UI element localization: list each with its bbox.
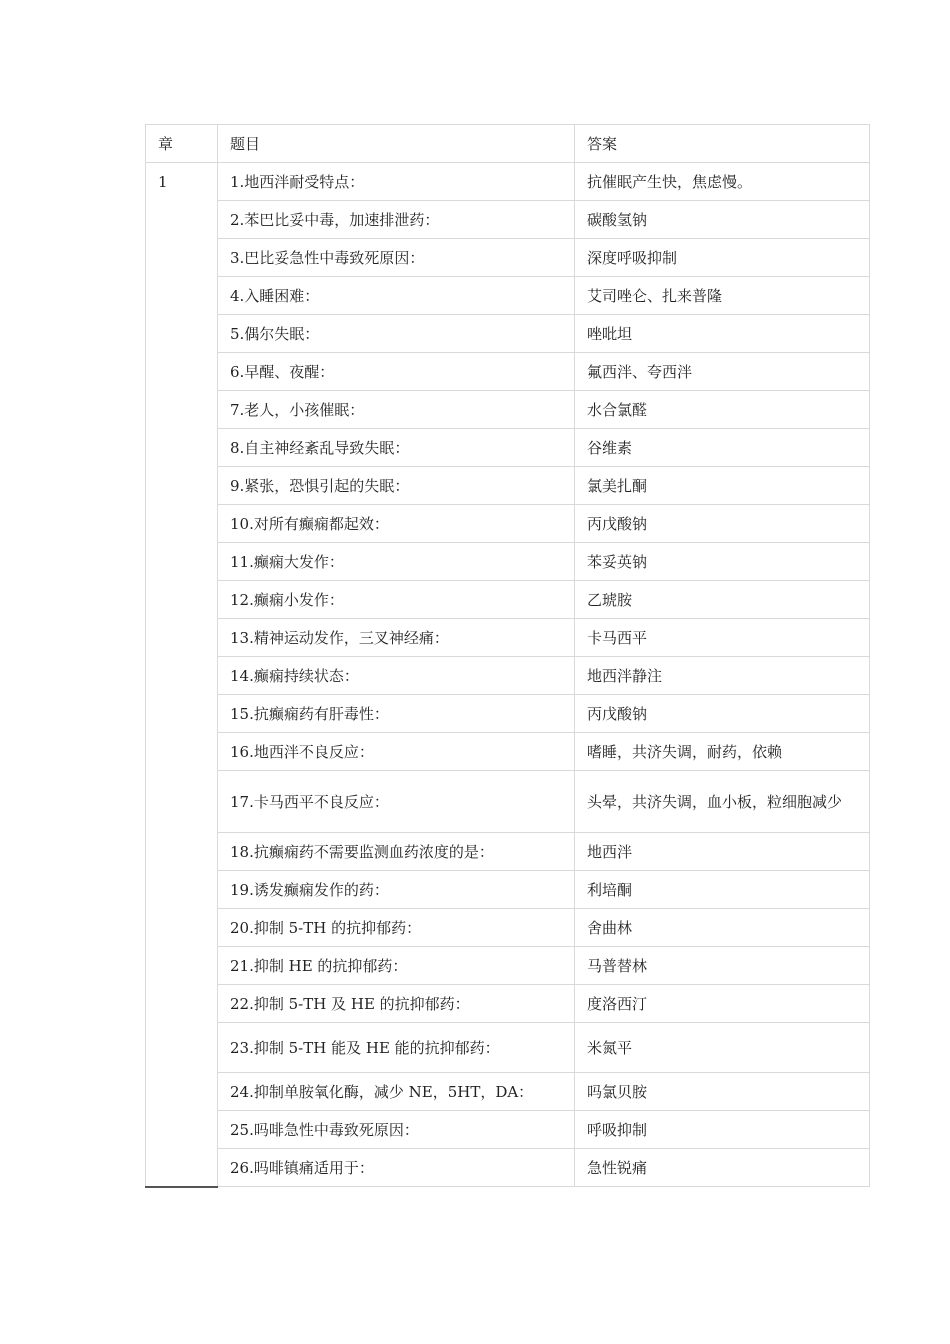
header-question: 题目	[218, 125, 575, 163]
question-cell: 15.抗癫痫药有肝毒性：	[218, 695, 575, 733]
question-cell: 14.癫痫持续状态：	[218, 657, 575, 695]
answer-cell: 抗催眠产生快，焦虑慢。	[575, 163, 870, 201]
answer-cell: 地西泮静注	[575, 657, 870, 695]
table-row	[146, 581, 870, 619]
question-cell: 9.紧张，恐惧引起的失眠：	[218, 467, 575, 505]
question-cell: 11.癫痫大发作：	[218, 543, 575, 581]
answer-cell: 头晕，共济失调，血小板，粒细胞减少	[575, 771, 870, 833]
table-row	[146, 353, 870, 391]
question-cell: 24.抑制单胺氧化酶，减少 NE，5HT，DA：	[218, 1073, 575, 1111]
answer-cell: 苯妥英钠	[575, 543, 870, 581]
answer-cell: 度洛西汀	[575, 985, 870, 1023]
question-cell: 3.巴比妥急性中毒致死原因：	[218, 239, 575, 277]
table-row	[146, 315, 870, 353]
qa-table	[145, 124, 870, 1188]
table-row	[146, 277, 870, 315]
answer-cell: 氯美扎酮	[575, 467, 870, 505]
answer-cell: 丙戊酸钠	[575, 695, 870, 733]
table-row	[146, 1111, 870, 1149]
question-cell: 6.早醒、夜醒：	[218, 353, 575, 391]
question-cell: 2.苯巴比妥中毒，加速排泄药：	[218, 201, 575, 239]
table-row	[146, 1149, 870, 1187]
answer-cell: 丙戊酸钠	[575, 505, 870, 543]
question-cell: 19.诱发癫痫发作的药：	[218, 871, 575, 909]
table-row	[146, 543, 870, 581]
table-row	[146, 733, 870, 771]
answer-cell: 艾司唑仑、扎来普隆	[575, 277, 870, 315]
table-row	[146, 1073, 870, 1111]
answer-cell: 吗氯贝胺	[575, 1073, 870, 1111]
table-row	[146, 429, 870, 467]
answer-cell: 急性锐痛	[575, 1149, 870, 1187]
table-row	[146, 771, 870, 833]
question-cell: 17.卡马西平不良反应：	[218, 771, 575, 833]
table-row	[146, 1023, 870, 1073]
answer-cell: 舍曲林	[575, 909, 870, 947]
table-row	[146, 871, 870, 909]
question-cell: 13.精神运动发作，三叉神经痛：	[218, 619, 575, 657]
question-cell: 16.地西泮不良反应：	[218, 733, 575, 771]
table-row	[146, 909, 870, 947]
question-cell: 8.自主神经紊乱导致失眠：	[218, 429, 575, 467]
table-body	[146, 125, 870, 1187]
question-cell: 10.对所有癫痫都起效：	[218, 505, 575, 543]
table-row	[146, 201, 870, 239]
question-cell: 23.抑制 5-TH 能及 HE 能的抗抑郁药：	[218, 1023, 575, 1073]
table-row	[146, 505, 870, 543]
header-answer: 答案	[575, 125, 870, 163]
table-row	[146, 619, 870, 657]
question-cell: 22.抑制 5-TH 及 HE 的抗抑郁药：	[218, 985, 575, 1023]
answer-cell: 谷维素	[575, 429, 870, 467]
table-row	[146, 695, 870, 733]
question-cell: 7.老人，小孩催眠：	[218, 391, 575, 429]
question-cell: 25.吗啡急性中毒致死原因：	[218, 1111, 575, 1149]
answer-cell: 地西泮	[575, 833, 870, 871]
question-cell: 4.入睡困难：	[218, 277, 575, 315]
answer-cell: 利培酮	[575, 871, 870, 909]
answer-cell: 氟西泮、夸西泮	[575, 353, 870, 391]
table-row	[146, 239, 870, 277]
question-cell: 21.抑制 HE 的抗抑郁药：	[218, 947, 575, 985]
table-row	[146, 467, 870, 505]
answer-cell: 深度呼吸抑制	[575, 239, 870, 277]
table-row	[146, 163, 870, 201]
header-row	[146, 125, 870, 163]
answer-cell: 嗜睡，共济失调，耐药，依赖	[575, 733, 870, 771]
question-cell: 1.地西泮耐受特点：	[218, 163, 575, 201]
table-row	[146, 391, 870, 429]
answer-cell: 乙琥胺	[575, 581, 870, 619]
question-cell: 26.吗啡镇痛适用于：	[218, 1149, 575, 1187]
header-chapter: 章	[146, 125, 218, 163]
answer-cell: 卡马西平	[575, 619, 870, 657]
table-row	[146, 985, 870, 1023]
table-row	[146, 657, 870, 695]
answer-cell: 米氮平	[575, 1023, 870, 1073]
question-cell: 5.偶尔失眠：	[218, 315, 575, 353]
answer-cell: 唑吡坦	[575, 315, 870, 353]
answer-cell: 呼吸抑制	[575, 1111, 870, 1149]
answer-cell: 碳酸氢钠	[575, 201, 870, 239]
table-row	[146, 833, 870, 871]
answer-cell: 水合氯醛	[575, 391, 870, 429]
question-cell: 12.癫痫小发作：	[218, 581, 575, 619]
answer-cell: 马普替林	[575, 947, 870, 985]
question-cell: 20.抑制 5-TH 的抗抑郁药：	[218, 909, 575, 947]
chapter-cell: 1	[146, 163, 218, 1187]
question-cell: 18.抗癫痫药不需要监测血药浓度的是：	[218, 833, 575, 871]
table-row	[146, 947, 870, 985]
